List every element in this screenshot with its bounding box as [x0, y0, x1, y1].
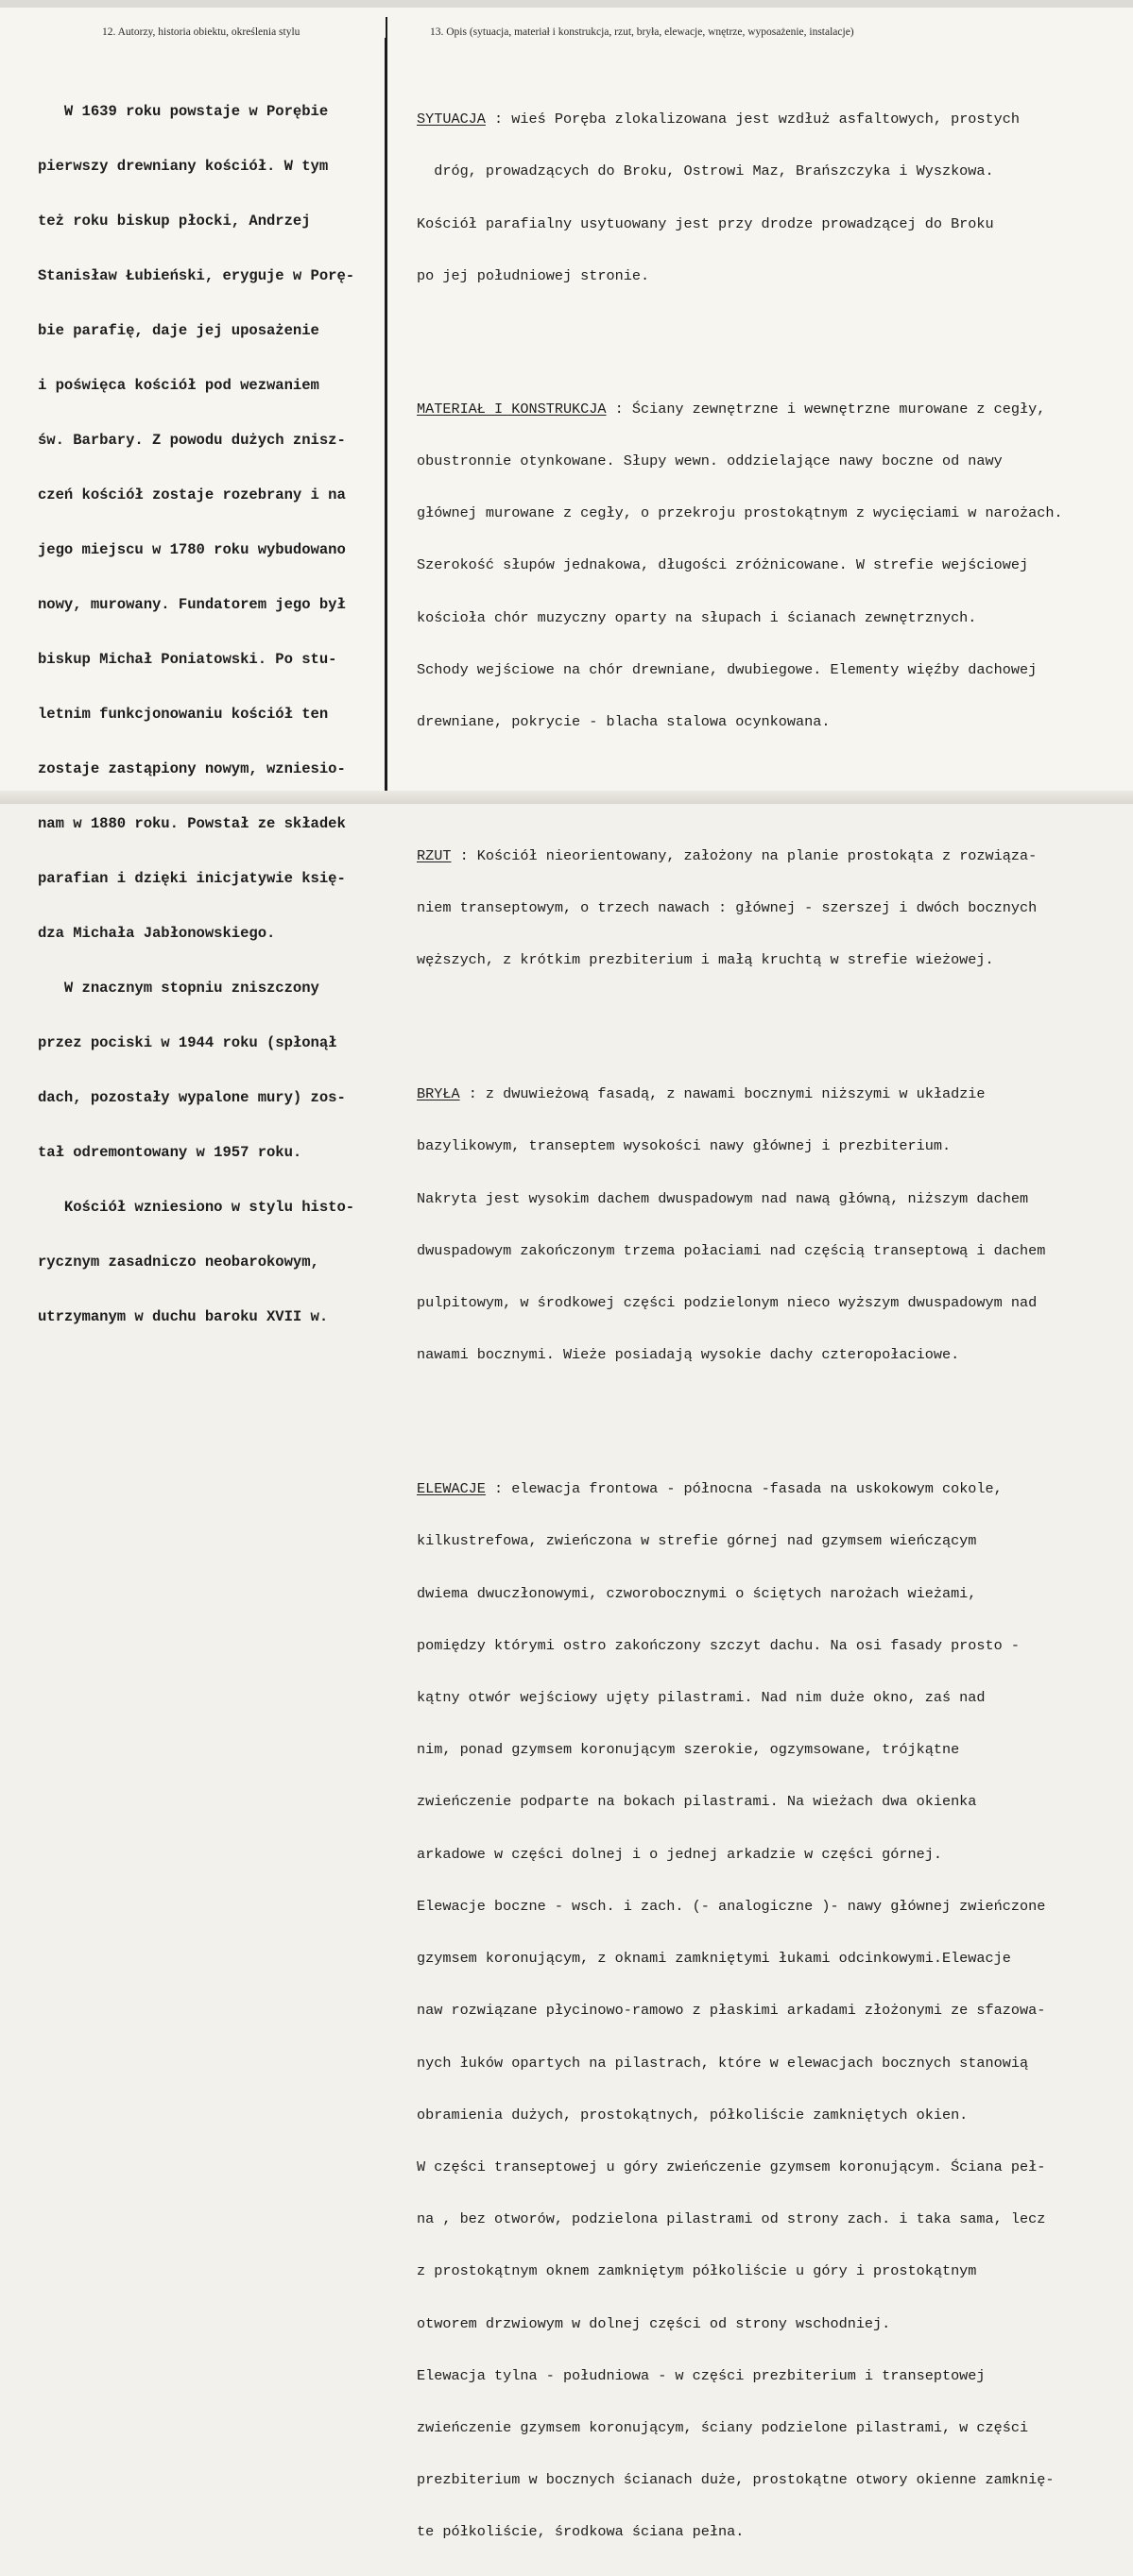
text-line: pomiędzy którymi ostro zakończony szczyt dachu. Na osi fasady prosto - [417, 1636, 1020, 1654]
text-line: przez pociski w 1944 roku (spłonął [38, 1034, 337, 1052]
text-line: Nakryta jest wysokim dachem dwuspadowym nad nawą główną, niższym dachem [417, 1189, 1029, 1207]
history-text [38, 66, 354, 1363]
section-elewacje [417, 1480, 1063, 1497]
text-line: nawami bocznymi. Wieże posiadają wysokie dachy czteropołaciowe. [417, 1346, 960, 1364]
section-label: SYTUACJA [417, 111, 486, 128]
text-line: W 1639 roku powstaje w Porębie [38, 102, 329, 120]
text-line: : elewacja frontowa - północna -fasada na uskokowym cokole, [485, 1480, 1003, 1498]
paragraph-gap [417, 1398, 1063, 1410]
paragraph-gap [417, 319, 1063, 331]
text-line: węższych, z krótkim prezbiterium i małą kruchtą w strefie wieżowej. [417, 951, 994, 969]
text-line: jego miejscu w 1780 roku wybudowano [38, 540, 346, 558]
text-line: te półkoliście, środkowa ściana pełna. [417, 2523, 745, 2541]
text-line: prezbiterium w bocznych ścianach duże, prostokątne otwory okienne zamknię- [417, 2471, 1055, 2489]
text-line: bazylikowym, transeptem wysokości nawy głównej i prezbiterium. [417, 1137, 952, 1155]
section-sytuacja [417, 111, 1063, 128]
text-line: Schody wejściowe na chór drewniane, dwubiegowe. Elementy więźby dachowej [417, 660, 1038, 678]
text-line: drewniane, pokrycie - blacha stalowa ocynkowana. [417, 713, 831, 731]
text-line: obustronnie otynkowane. Słupy wewn. oddzielające nawy boczne od nawy [417, 452, 1003, 469]
text-line: letnim funkcjonowaniu kościół ten [38, 706, 329, 724]
text-line: kościoła chór muzyczny oparty na słupach i ścianach zewnętrznych. [417, 608, 977, 626]
text-line: otworem drzwiowym w dolnej części od strony wschodniej. [417, 2314, 891, 2332]
text-line: : Ściany zewnętrzne i wewnętrzne murowane z cegły, [606, 400, 1046, 418]
text-line: kątny otwór wejściowy ujęty pilastrami. Nad nim duże okno, zaś nad [417, 1688, 986, 1706]
text-line: dwuspadowym zakończonym trzema połaciami nad częścią transeptową i dachem [417, 1241, 1046, 1259]
text-line: rycznym zasadniczo neobarokowym, [38, 1254, 319, 1271]
section-label: RZUT [417, 846, 452, 864]
text-line: naw rozwiązane płycinowo-ramowo z płaskimi arkadami złożonymi ze sfazowa- [417, 2002, 1046, 2020]
text-line: W znacznym stopniu zniszczony [38, 980, 319, 998]
text-line: Elewacja tylna - południowa - w części prezbiterium i transeptowej [417, 2366, 986, 2384]
text-line: : z dwuwieżową fasadą, z nawami bocznymi niższymi w układzie [459, 1085, 986, 1103]
text-line: obramienia dużych, prostokątnych, półkoliście zamkniętych okien. [417, 2106, 969, 2124]
text-line: : wieś Poręba zlokalizowana jest wzdłuż asfaltowych, prostych [485, 111, 1020, 128]
text-line: niem transeptowym, o trzech nawach : głównej - szerszej i dwóch bocznych [417, 899, 1038, 917]
scan-top-edge [0, 0, 1133, 8]
paragraph-gap [417, 1004, 1063, 1016]
text-line: Kościół parafialny usytuowany jest przy drodze prowadzącej do Broku [417, 214, 994, 232]
text-line: nowy, murowany. Fundatorem jego był [38, 595, 346, 613]
left-column-header: 12. Autorzy, historia obiektu, określenia stylu [102, 26, 300, 38]
text-line: kilkustrefowa, zwieńczona w strefie górnej nad gzymsem wieńczącym [417, 1532, 977, 1550]
text-line: i poświęca kościół pod wezwaniem [38, 376, 319, 394]
text-line: Szerokość słupów jednakowa, długości zróżnicowane. W strefie wejściowej [417, 556, 1029, 574]
description-text [417, 59, 1063, 2576]
text-line: dróg, prowadzących do Broku, Ostrowi Maz, Brańszczyka i Wyszkowa. [417, 162, 994, 180]
text-line: dach, pozostały wypalone mury) zos- [38, 1089, 346, 1107]
text-line: też roku biskup płocki, Andrzej [38, 212, 311, 230]
text-line: nych łuków opartych na pilastrach, które w elewacjach bocznych stanowią [417, 2054, 1029, 2072]
text-line: tał odremontowany w 1957 roku. [38, 1144, 302, 1162]
text-line: arkadowe w części dolnej i o jednej arkadzie w części górnej. [417, 1845, 942, 1863]
text-line: czeń kościół zostaje rozebrany i na [38, 486, 346, 503]
text-line: bie parafię, daje jej uposażenie [38, 321, 319, 339]
text-line: na , bez otworów, podzielona pilastrami od strony zach. i taka sama, lecz [417, 2210, 1046, 2228]
scan-bottom-edge [0, 791, 1133, 804]
text-line: nam w 1880 roku. Powstał ze składek [38, 815, 346, 833]
text-line: z prostokątnym oknem zamkniętym półkoliście u góry i prostokątnym [417, 2262, 977, 2280]
section-label: BRYŁA [417, 1085, 460, 1103]
section-material [417, 401, 1063, 418]
text-line: utrzymanym w duchu baroku XVII w. [38, 1308, 329, 1326]
text-line: zwieńczenie gzymsem koronującym, ściany podzielone pilastrami, w części [417, 2419, 1029, 2437]
text-line: głównej murowane z cegły, o przekroju prostokątnym z wycięciami w narożach. [417, 504, 1063, 522]
text-line: dza Michała Jabłonowskiego. [38, 925, 276, 943]
text-line: biskup Michał Poniatowski. Po stu- [38, 651, 337, 668]
text-line: zwieńczenie podparte na bokach pilastrami. Na wieżach dwa okienka [417, 1793, 977, 1811]
text-line: św. Barbary. Z powodu dużych znisz- [38, 431, 346, 449]
paragraph-gap [417, 765, 1063, 777]
text-line: parafian i dzięki inicjatywie księ- [38, 870, 346, 888]
text-line: po jej południowej stronie. [417, 266, 650, 284]
text-line: : Kościół nieorientowany, założony na planie prostokąta z rozwiąza- [451, 846, 1038, 864]
right-column-header: 13. Opis (sytuacja, materiał i konstrukcja, rzut, bryła, elewacje, wnętrze, wyposażenie, instalacje) [430, 26, 854, 38]
text-line: Elewacje boczne - wsch. i zach. (- analogiczne )- nawy głównej zwieńczone [417, 1897, 1046, 1915]
section-label: MATERIAŁ I KONSTRUKCJA [417, 400, 607, 418]
text-line: pulpitowym, w środkowej części podzielonym nieco wyższym dwuspadowym nad [417, 1294, 1038, 1312]
text-line: dwiema dwuczłonowymi, czworobocznymi o ściętych narożach wieżami, [417, 1584, 977, 1602]
text-line: W części transeptowej u góry zwieńczenie gzymsem koronującym. Ściana peł- [417, 2158, 1046, 2175]
text-line: Kościół wzniesiono w stylu histo- [38, 1199, 355, 1217]
text-line: nim, ponad gzymsem koronującym szerokie, ogzymsowane, trójkątne [417, 1741, 960, 1759]
text-line: zostaje zastąpiony nowym, wzniesio- [38, 760, 346, 778]
section-rzut [417, 847, 1063, 864]
text-line: pierwszy drewniany kościół. W tym [38, 157, 329, 175]
text-line: gzymsem koronującym, z oknami zamkniętymi łukami odcinkowymi.Elewacje [417, 1950, 1011, 1968]
text-line: Stanisław Łubieński, eryguje w Porę- [38, 266, 355, 284]
column-divider [385, 38, 387, 793]
section-bryla [417, 1085, 1063, 1102]
section-label: ELEWACJE [417, 1480, 486, 1498]
